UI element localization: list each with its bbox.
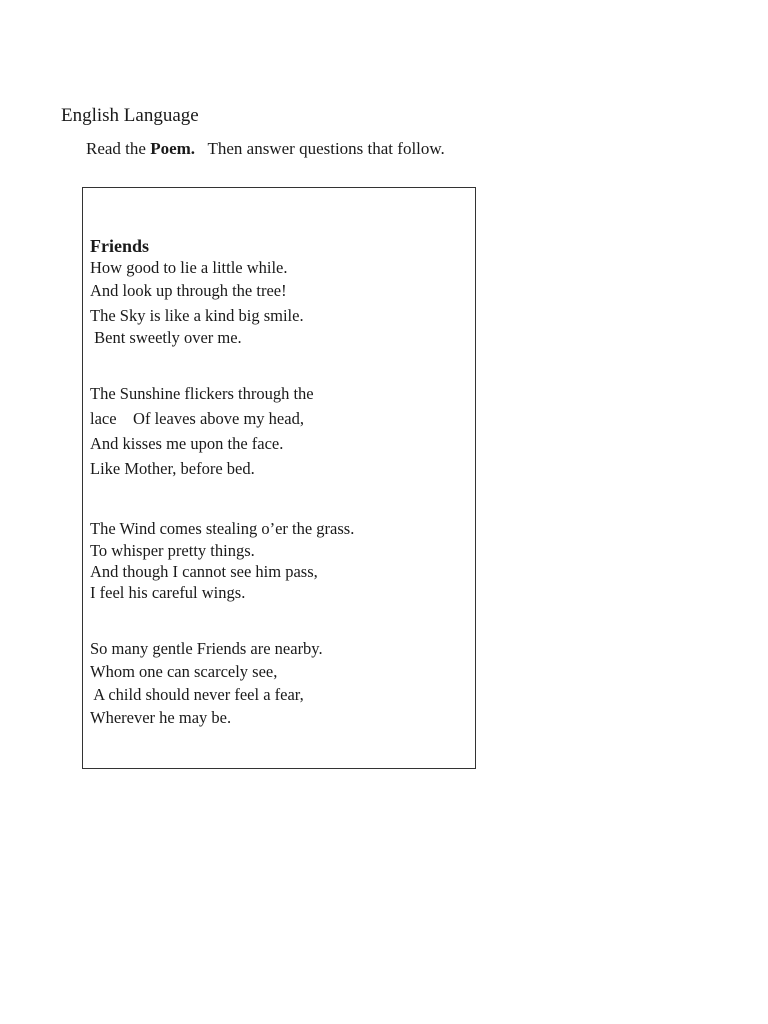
poem-line: So many gentle Friends are nearby. (90, 639, 323, 658)
poem-line: Bent sweetly over me. (90, 328, 242, 347)
subject-heading: English Language (61, 105, 199, 126)
poem-title: Friends (90, 236, 150, 256)
poem-line: A child should never feel a fear, (90, 685, 304, 704)
poem-line: The Wind comes stealing o’er the grass. (90, 519, 355, 538)
poem-line: And look up through the tree! (90, 281, 287, 300)
poem-line: I feel his careful wings. (90, 583, 246, 602)
poem-line: Like Mother, before bed. (90, 459, 255, 478)
poem-line: Whom one can scarcely see, (90, 662, 278, 681)
poem-line: lace Of leaves above my head, (90, 409, 304, 428)
poem-line: How good to lie a little while. (90, 258, 288, 277)
poem-line: And though I cannot see him pass, (90, 562, 318, 581)
instruction-suffix: Then answer questions that follow. (195, 139, 445, 158)
poem-line: The Sunshine flickers through the (90, 384, 314, 403)
instruction-bold: Poem. (150, 139, 196, 158)
poem-line: The Sky is like a kind big smile. (90, 306, 304, 325)
instruction-text (86, 138, 445, 160)
poem-line: Wherever he may be. (90, 708, 232, 727)
poem-line: And kisses me upon the face. (90, 434, 284, 453)
instruction-prefix: Read the (86, 139, 151, 158)
poem-line: To whisper pretty things. (90, 541, 255, 560)
